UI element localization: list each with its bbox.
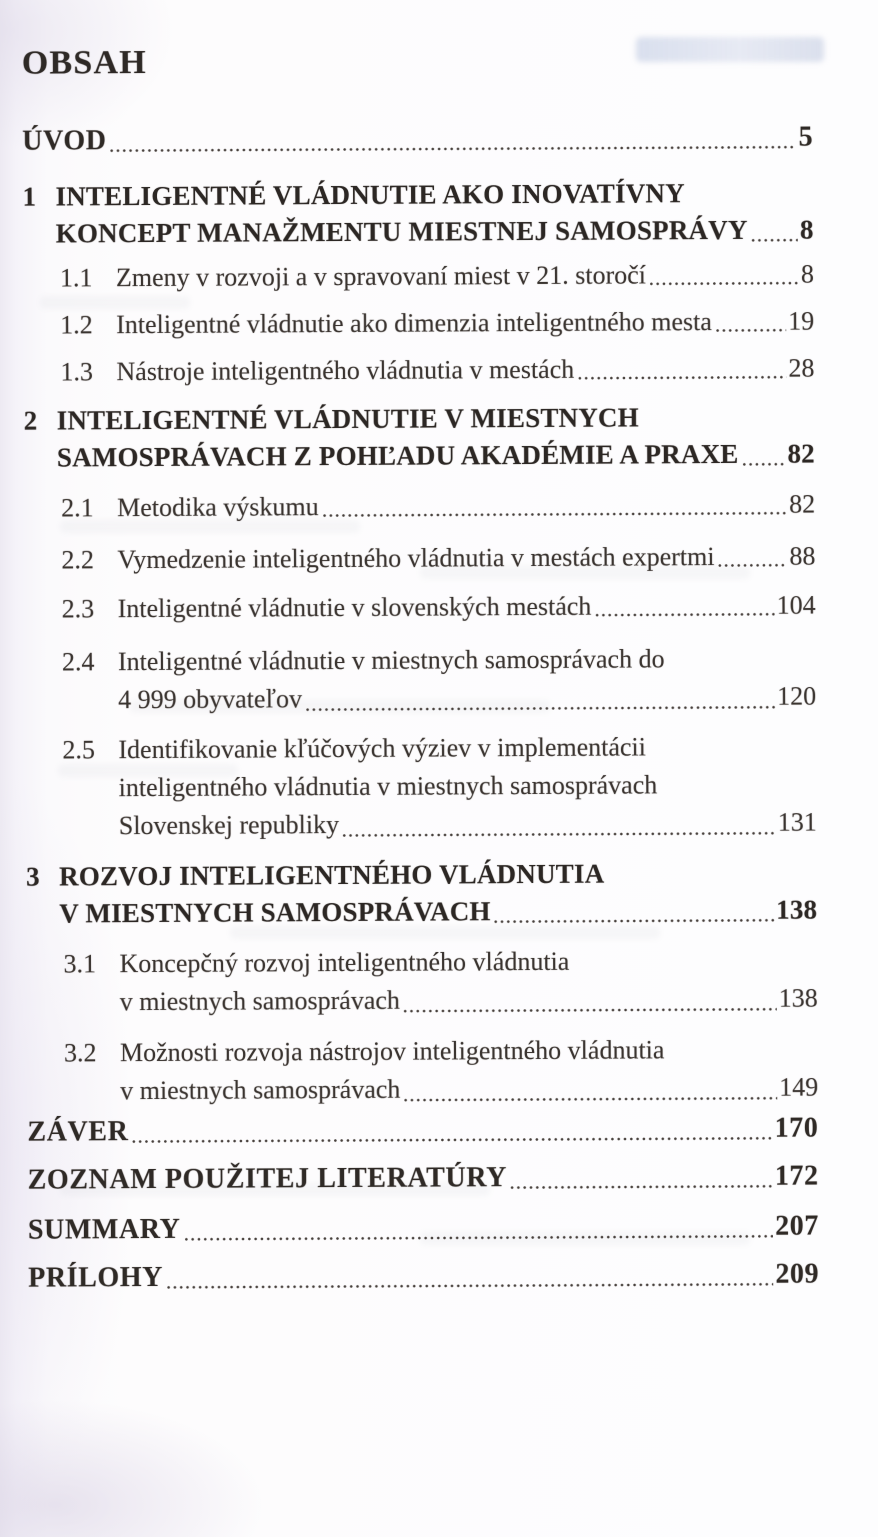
dot-leader <box>718 540 787 574</box>
toc-entry <box>28 1159 819 1199</box>
toc-entry-line <box>28 1209 819 1249</box>
toc-entry <box>27 1111 818 1151</box>
toc-entry <box>28 1257 819 1297</box>
toc-entry-text: KONCEPT MANAŽMENTU MIESTNEJ SAMOSPRÁVY <box>55 214 748 249</box>
toc-entry-text: Inteligentné vládnutie ako dimenzia inteligentného mesta <box>116 307 712 340</box>
toc-entry-text: ZOZNAM POUŽITEJ LITERATÚRY <box>27 1162 508 1196</box>
dot-leader <box>495 892 775 930</box>
toc-entry <box>26 855 817 933</box>
toc-entry-line <box>28 1159 819 1199</box>
dot-leader <box>110 120 796 160</box>
toc-entry-text: Vymedzenie inteligentného vládnutia v mestách expertmi <box>117 542 715 575</box>
toc-entry-number: 3 <box>26 861 40 892</box>
toc-entry-line <box>62 589 816 627</box>
toc-entry <box>24 540 815 578</box>
toc-entry-text: Nástroje inteligentného vládnutia v mestách <box>116 354 575 387</box>
toc-entry-text: V MIESTNYCH SAMOSPRÁVACH <box>59 896 491 929</box>
dot-leader <box>742 436 785 473</box>
toc-entry-text: Slovenskej republiky <box>118 810 340 841</box>
dot-leader <box>404 1069 777 1109</box>
dot-leader <box>343 804 776 844</box>
toc-entry-number: 2.2 <box>61 545 94 575</box>
toc-entry-text: Koncepčný rozvoj inteligentného vládnutia <box>119 946 570 979</box>
toc-entry-line <box>26 892 817 933</box>
toc-entry-page: 120 <box>777 681 817 711</box>
dot-leader <box>184 1209 773 1248</box>
toc-entry <box>23 352 814 390</box>
toc-entry-line <box>26 855 817 896</box>
toc-entry-line <box>64 980 818 1022</box>
toc-entry <box>22 120 813 160</box>
toc-entry-line <box>24 399 815 440</box>
page-title: OBSAH <box>21 44 147 82</box>
toc-entry <box>28 1209 819 1249</box>
toc-entry-number: 2.5 <box>62 735 95 765</box>
toc-entry-text: v miestnych samosprávach <box>119 985 400 1017</box>
toc-entry-text: ZÁVER <box>27 1116 129 1148</box>
toc-entry-line <box>28 1257 819 1297</box>
toc-entry-page: 170 <box>774 1112 819 1144</box>
toc-entry-number: 1.2 <box>60 310 93 340</box>
toc-entry-page: 138 <box>778 983 818 1013</box>
toc-entry <box>27 1031 818 1111</box>
toc-entry-line <box>64 1031 818 1073</box>
toc-entry <box>25 640 816 720</box>
toc-entry-text: inteligentného vládnutia v miestnych samosprávach <box>118 770 658 803</box>
toc-entry <box>26 942 817 1022</box>
toc-entry <box>24 488 815 526</box>
toc-entry-page: 209 <box>775 1258 820 1290</box>
toc-entry-line <box>23 212 814 253</box>
toc-entry-line <box>60 258 814 296</box>
toc-entry-page: 172 <box>774 1160 819 1192</box>
toc-entry <box>25 728 817 846</box>
toc <box>22 120 819 1297</box>
toc-entry-line <box>27 1111 818 1151</box>
toc-entry-line <box>24 436 815 477</box>
toc-entry <box>22 175 813 253</box>
toc-entry-text: v miestnych samosprávach <box>120 1074 401 1106</box>
toc-entry-page: 104 <box>776 590 816 620</box>
toc-entry-text: ROZVOJ INTELIGENTNÉHO VLÁDNUTIA <box>59 858 605 892</box>
toc-entry-page: 5 <box>798 121 814 153</box>
dot-leader <box>716 305 787 339</box>
dot-leader <box>323 488 788 524</box>
dot-leader <box>404 980 777 1020</box>
toc-entry-number: 1.3 <box>60 357 94 387</box>
toc-entry-line <box>62 728 816 770</box>
toc-entry-page: 88 <box>789 541 816 571</box>
toc-entry-page: 28 <box>788 353 815 383</box>
dot-leader <box>132 1111 772 1150</box>
toc-entry-line <box>63 766 817 808</box>
toc-entry-page: 207 <box>775 1210 820 1242</box>
toc-entry-page: 138 <box>776 894 818 925</box>
toc-entry-line <box>61 540 815 578</box>
dot-leader <box>752 212 799 249</box>
toc-entry-page: 8 <box>799 214 814 245</box>
toc-entry-text: INTELIGENTNÉ VLÁDNUTIE AKO INOVATÍVNY <box>55 178 685 212</box>
toc-entry-number: 2.3 <box>61 594 95 624</box>
toc-entry-page: 82 <box>787 438 815 469</box>
dot-leader <box>578 352 786 387</box>
toc-entry-page: 82 <box>789 489 816 519</box>
toc-entry-line <box>22 120 813 160</box>
toc-entry-line <box>60 305 814 343</box>
toc-entry-line <box>62 678 816 720</box>
toc-entry-line <box>63 942 817 984</box>
toc-entry-text: Inteligentné vládnutie v miestnych samosprávach do <box>117 644 665 677</box>
dot-leader <box>511 1159 773 1196</box>
toc-entry-text: PRÍLOHY <box>28 1261 164 1294</box>
toc-entry-line <box>60 352 814 390</box>
toc-entry-line <box>61 488 815 526</box>
toc-entry-page: 8 <box>800 259 815 289</box>
toc-entry-page: 131 <box>777 807 817 837</box>
dot-leader <box>167 1257 773 1296</box>
dot-leader <box>306 678 775 718</box>
toc-entry <box>23 258 814 296</box>
toc-entry-text: Metodika výskumu <box>117 492 319 523</box>
toc-entry-line <box>64 1069 818 1111</box>
toc-entry-number: 3.2 <box>63 1038 97 1068</box>
toc-entry-line <box>22 175 813 216</box>
toc-entry-number: 1.1 <box>59 263 93 293</box>
toc-entry-page: 19 <box>788 306 815 336</box>
dot-leader <box>650 258 799 293</box>
toc-entry <box>25 589 816 627</box>
toc-entry-line <box>62 640 816 682</box>
toc-entry-number: 2.4 <box>61 647 95 677</box>
toc-entry-text: ÚVOD <box>22 125 107 157</box>
toc-entry-text: SUMMARY <box>27 1213 181 1246</box>
toc-entry-text: Zmeny v rozvoji a v spravovaní miest v 21. storočí <box>115 260 647 293</box>
dot-leader <box>595 589 775 624</box>
toc-entry-text: 4 999 obyvateľov <box>118 684 303 715</box>
toc-entry-text: Inteligentné vládnutie v slovenských mestách <box>117 591 592 624</box>
toc-entry-text: INTELIGENTNÉ VLÁDNUTIE V MIESTNYCH <box>56 402 639 436</box>
toc-entry-text: Možnosti rozvoja nástrojov inteligentného vládnutia <box>119 1035 665 1068</box>
toc-content <box>22 42 820 1297</box>
toc-entry-number: 2 <box>23 405 38 436</box>
toc-entry-number: 2.1 <box>61 493 94 523</box>
toc-entry-line <box>63 804 817 846</box>
toc-entry-text: SAMOSPRÁVACH Z POHĽADU AKADÉMIE A PRAXE <box>56 438 739 473</box>
toc-entry-number: 1 <box>22 181 37 212</box>
toc-entry <box>23 305 814 343</box>
toc-entry-page: 149 <box>779 1072 819 1102</box>
toc-entry-text: Identifikovanie kľúčových výziev v implementácii <box>118 732 647 765</box>
toc-entry-number: 3.1 <box>63 949 97 979</box>
toc-entry <box>24 399 815 477</box>
